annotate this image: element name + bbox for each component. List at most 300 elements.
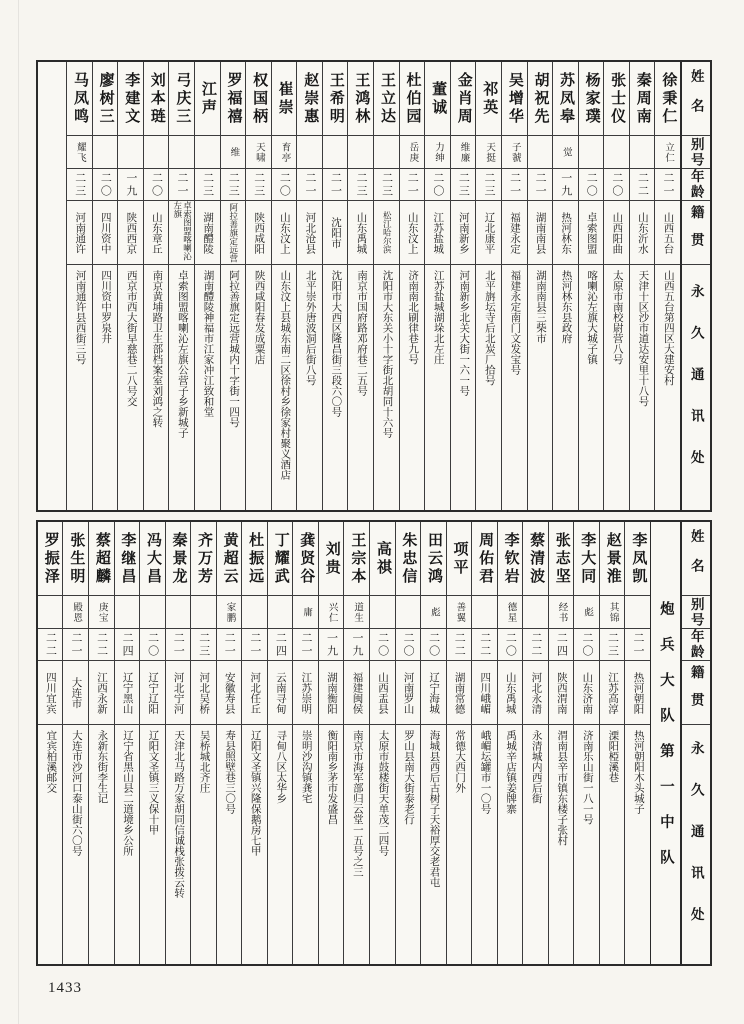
person-native <box>396 661 421 725</box>
person-column <box>292 522 318 964</box>
person-name <box>144 62 169 136</box>
person-address <box>242 725 267 964</box>
person-age <box>63 629 88 661</box>
header-name-text: 姓名 <box>688 69 704 128</box>
person-age-text: 二〇 <box>580 631 593 658</box>
person-age <box>323 169 348 201</box>
person-native <box>400 201 425 265</box>
person-alias-text: 立仁 <box>663 141 674 163</box>
person-column <box>194 62 220 510</box>
person-name <box>246 62 271 136</box>
person-address-text: 大连市沙河口泰山街六〇号 <box>70 730 82 856</box>
person-column <box>322 62 348 510</box>
person-address-text: 太原市南校尉营八号 <box>611 270 623 365</box>
person-column <box>450 62 476 510</box>
person-alias <box>579 136 604 169</box>
person-alias <box>396 596 421 629</box>
person-address-text: 罗山县南大街泰老行 <box>402 730 414 825</box>
header-alias-text: 别号 <box>688 136 704 168</box>
person-age-text: 二二 <box>95 631 108 658</box>
person-name <box>89 522 114 596</box>
person-address-text: 福建永定南门文发宝号 <box>509 270 521 375</box>
person-age-text: 二四 <box>555 631 568 658</box>
person-native-text: 云南寻甸 <box>274 671 286 714</box>
person-name <box>374 62 399 136</box>
person-name <box>476 62 501 136</box>
person-column <box>117 62 143 510</box>
person-native <box>425 201 450 265</box>
person-age-text: 二二 <box>44 631 57 658</box>
person-address <box>549 725 574 964</box>
person-age <box>297 169 322 201</box>
header-alias-text: 别号 <box>688 596 704 628</box>
person-name <box>38 522 63 596</box>
person-age <box>630 169 655 201</box>
person-column <box>578 62 604 510</box>
person-column <box>216 522 242 964</box>
person-age-text: 二一 <box>303 171 316 198</box>
person-address-text: 衡阳南乡茅市发盛昌 <box>326 730 338 825</box>
person-column <box>629 62 655 510</box>
person-age-text: 二一 <box>223 631 236 658</box>
person-alias <box>169 136 194 169</box>
header-alias <box>682 596 710 629</box>
person-native-text: 辽宁黑山 <box>121 671 133 714</box>
person-address <box>447 725 472 964</box>
person-name <box>553 62 578 136</box>
person-address-text: 河南通许县西街三号 <box>74 270 86 365</box>
person-name-text: 赵景淮 <box>604 531 621 586</box>
roster-table-bottom <box>36 520 712 966</box>
person-native <box>93 201 118 265</box>
person-alias <box>523 596 548 629</box>
person-native-text: 河北任丘 <box>249 671 261 714</box>
person-column <box>343 522 369 964</box>
person-address <box>221 265 246 510</box>
person-alias-text: 彪 <box>582 606 593 618</box>
person-name-text: 马凤鸣 <box>72 71 89 126</box>
person-age-text: 二〇 <box>278 171 291 198</box>
person-address-text: 南京黄埔路卫生部档案室刘鸿之转 <box>151 270 163 428</box>
person-name-text: 周佑君 <box>477 531 494 586</box>
person-column <box>471 522 497 964</box>
person-native-text: 卓索图盟 <box>585 211 597 254</box>
person-column <box>373 62 399 510</box>
person-native-text: 陕西咸阳 <box>253 211 265 254</box>
person-name-text: 李建文 <box>123 71 140 126</box>
person-name <box>400 62 425 136</box>
person-name <box>242 522 267 596</box>
person-address-text: 济南乐山街一八一号 <box>581 730 593 825</box>
person-age <box>579 169 604 201</box>
header-name <box>682 62 710 136</box>
person-native <box>476 201 501 265</box>
person-column <box>446 522 472 964</box>
person-native-text: 山东禹城 <box>355 211 367 254</box>
person-native <box>374 201 399 265</box>
person-name <box>268 522 293 596</box>
person-native-text: 山东章丘 <box>150 211 162 254</box>
person-native <box>574 661 599 725</box>
person-address-text: 热河朝阳木头城子 <box>632 730 644 814</box>
person-alias <box>38 596 63 629</box>
person-native-text: 山东汶上 <box>406 211 418 254</box>
person-column <box>527 62 553 510</box>
person-age-text: 二三 <box>355 171 368 198</box>
person-name <box>472 522 497 596</box>
person-alias <box>195 136 220 169</box>
person-name-text: 王希明 <box>327 71 344 126</box>
person-name-text: 杜振远 <box>247 531 264 586</box>
person-alias-text: 维廉 <box>458 141 469 163</box>
person-address-text: 辽阳文圣镇三义保十甲 <box>147 730 159 835</box>
person-address <box>144 265 169 510</box>
person-alias <box>370 596 395 629</box>
person-column <box>66 62 92 510</box>
person-address <box>93 265 118 510</box>
person-age-text: 二〇 <box>99 171 112 198</box>
person-address-text: 太原市鼓楼街天单茂二四号 <box>377 730 389 856</box>
person-address-text: 天津北马路万家胡同信诚栈张拨云转 <box>173 730 185 898</box>
person-name-text: 罗振泽 <box>42 531 59 586</box>
person-address-text: 南京市国府路邓府巷二五号 <box>355 270 367 396</box>
person-address <box>476 265 501 510</box>
person-age-text: 二〇 <box>504 631 517 658</box>
person-address-text: 喀喇沁左旗大城子镇 <box>586 270 598 365</box>
person-alias <box>549 596 574 629</box>
person-alias <box>115 596 140 629</box>
person-address <box>523 725 548 964</box>
person-name-text: 董诚 <box>430 80 447 117</box>
person-name <box>67 62 92 136</box>
person-alias-text: 天啸 <box>253 141 264 163</box>
header-alias <box>682 136 710 169</box>
person-native <box>38 661 63 725</box>
person-name-text: 田云鸿 <box>425 531 442 586</box>
header-address <box>682 725 710 964</box>
person-address-text: 海城县西后古树子天裕厚交老君屯 <box>428 730 440 888</box>
person-address-text: 永新东街李生记 <box>96 730 108 804</box>
person-address <box>319 725 344 964</box>
person-alias-text: 育亭 <box>279 141 290 163</box>
person-address-text: 禹城辛店镇姜牌寨 <box>505 730 517 814</box>
person-alias-text: 殿恩 <box>71 601 82 623</box>
person-native-text: 阿拉善旗定远营 <box>228 202 239 263</box>
person-alias-text: 经书 <box>556 601 567 623</box>
person-alias <box>400 136 425 169</box>
person-age-text: 二一 <box>329 171 342 198</box>
person-age-text: 二三 <box>73 171 86 198</box>
header-column <box>680 62 710 510</box>
person-address <box>323 265 348 510</box>
person-native <box>144 201 169 265</box>
person-alias <box>191 596 216 629</box>
person-alias <box>498 596 523 629</box>
person-native-text: 河北宁河 <box>172 671 184 714</box>
person-alias <box>293 596 318 629</box>
empty-column <box>38 62 66 510</box>
person-native <box>553 201 578 265</box>
person-native <box>166 661 191 725</box>
header-address-text: 永久通讯处 <box>688 283 704 492</box>
person-address <box>195 265 220 510</box>
person-address <box>217 725 242 964</box>
person-address <box>169 265 194 510</box>
person-address-text: 湖南南县三柴市 <box>535 270 546 344</box>
person-native <box>242 661 267 725</box>
person-age-text: 二一 <box>176 171 189 198</box>
person-name-text: 齐万芳 <box>196 531 213 586</box>
person-age-text: 二四 <box>121 631 134 658</box>
person-address <box>421 725 446 964</box>
person-alias <box>93 136 118 169</box>
person-native <box>523 661 548 725</box>
person-name-text: 秦周南 <box>634 71 651 126</box>
header-native-text: 籍贯 <box>688 205 704 260</box>
person-column <box>114 522 140 964</box>
person-age-text: 二三 <box>457 171 470 198</box>
person-column <box>420 522 446 964</box>
person-alias <box>242 596 267 629</box>
person-name <box>272 62 297 136</box>
person-alias <box>118 136 143 169</box>
person-age <box>246 169 271 201</box>
person-name <box>630 62 655 136</box>
person-column <box>139 522 165 964</box>
person-address-text: 山东汶上县城东南二区徐村乡徐家村聚义酒店 <box>279 270 291 480</box>
person-alias-text: 天挺 <box>484 141 495 163</box>
person-age <box>293 629 318 661</box>
person-age-text: 一九 <box>325 631 338 658</box>
person-native <box>195 201 220 265</box>
person-age <box>549 629 574 661</box>
person-address-text: 河南新乡北关大街一六一号 <box>458 270 470 396</box>
person-alias <box>348 136 373 169</box>
person-name <box>425 62 450 136</box>
person-name <box>396 522 421 596</box>
person-address-text: 渭南县辛市镇东楼子张村 <box>556 730 568 846</box>
person-address-text: 辽阳文圣镇兴隆保鹅房七甲 <box>249 730 261 856</box>
person-alias <box>89 596 114 629</box>
header-age <box>682 629 710 661</box>
person-name <box>344 522 369 596</box>
person-name-text: 王鸿林 <box>353 71 370 126</box>
person-address <box>268 725 293 964</box>
person-name <box>348 62 373 136</box>
person-age-text: 二一 <box>534 171 547 198</box>
header-name <box>682 522 710 596</box>
person-alias-text: 力绅 <box>432 141 443 163</box>
person-name <box>140 522 165 596</box>
person-age-text: 二二 <box>453 631 466 658</box>
person-column <box>267 522 293 964</box>
person-name <box>169 62 194 136</box>
person-age-text: 二一 <box>172 631 185 658</box>
person-name-text: 项平 <box>451 540 468 577</box>
person-age-text: 二四 <box>274 631 287 658</box>
person-address-text: 永清城内西后街 <box>530 730 542 804</box>
person-address <box>348 265 373 510</box>
person-name <box>297 62 322 136</box>
person-column <box>624 522 650 964</box>
person-column <box>88 522 114 964</box>
person-address <box>293 725 318 964</box>
person-alias <box>655 136 680 169</box>
person-native-text: 山西阳曲 <box>611 211 623 254</box>
person-native-text: 山西五台 <box>662 211 674 254</box>
person-native-text: 湖南衡阳 <box>325 671 337 714</box>
person-name <box>421 522 446 596</box>
person-native-text: 辽北康平 <box>483 211 495 254</box>
person-name-text: 金肖周 <box>455 71 472 126</box>
person-native <box>268 661 293 725</box>
person-alias <box>246 136 271 169</box>
person-address-text: 常德大西门外 <box>454 730 466 793</box>
person-native <box>579 201 604 265</box>
person-native <box>221 201 246 265</box>
person-native-text: 福建闽侯 <box>351 671 363 714</box>
person-native-text: 松江哈尔滨 <box>382 211 393 254</box>
header-native <box>682 661 710 725</box>
person-alias-text: 其锦 <box>607 601 618 623</box>
person-native <box>191 661 216 725</box>
person-name <box>115 522 140 596</box>
person-age <box>625 629 650 661</box>
person-age-text: 二三 <box>197 631 210 658</box>
person-age <box>140 629 165 661</box>
person-age-text: 二〇 <box>150 171 163 198</box>
person-name <box>655 62 680 136</box>
person-name-text: 张生明 <box>68 531 85 586</box>
header-address-text: 永久通讯处 <box>688 740 704 949</box>
person-age-text: 二〇 <box>146 631 159 658</box>
person-native <box>472 661 497 725</box>
person-native <box>655 201 680 265</box>
person-native <box>293 661 318 725</box>
person-native-text: 河北永清 <box>530 671 542 714</box>
person-address <box>118 265 143 510</box>
person-address-text: 山西五台第四区大建安村 <box>662 270 674 386</box>
person-column <box>92 62 118 510</box>
person-address-text: 天津十区沙市道达安里十八号 <box>637 270 649 407</box>
person-age <box>221 169 246 201</box>
person-address <box>451 265 476 510</box>
person-age <box>600 629 625 661</box>
person-address <box>89 725 114 964</box>
person-native-text: 江西永新 <box>96 671 108 714</box>
person-native-text: 四川峨嵋 <box>479 671 491 714</box>
person-native-text: 江苏盐城 <box>432 211 444 254</box>
person-age <box>472 629 497 661</box>
person-native-text: 河南罗山 <box>402 671 414 714</box>
person-native-text: 热河朝阳 <box>632 671 644 714</box>
person-address <box>344 725 369 964</box>
person-name-text: 高祺 <box>374 540 391 577</box>
person-age-text: 二二 <box>529 631 542 658</box>
header-age-text: 年龄 <box>688 629 704 660</box>
person-native <box>344 661 369 725</box>
person-alias <box>323 136 348 169</box>
person-age <box>502 169 527 201</box>
person-age <box>447 629 472 661</box>
person-column <box>168 62 194 510</box>
person-column <box>38 522 63 964</box>
person-address <box>400 265 425 510</box>
person-age <box>319 629 344 661</box>
person-age <box>115 629 140 661</box>
person-column <box>347 62 373 510</box>
person-alias <box>425 136 450 169</box>
person-name-text: 李钦岩 <box>502 531 519 586</box>
person-alias <box>421 596 446 629</box>
person-address-text: 沈阳市大西区隆昌街三段六〇号 <box>330 270 342 417</box>
person-age <box>528 169 553 201</box>
person-native-text: 辽宁辽阳 <box>147 671 159 714</box>
person-native <box>67 201 92 265</box>
person-column <box>245 62 271 510</box>
person-alias-text: 庚宝 <box>96 601 107 623</box>
person-native-text: 陕西渭南 <box>555 671 567 714</box>
person-name-text: 祁英 <box>481 80 498 117</box>
person-address-text: 寻甸八区太华乡 <box>275 730 287 804</box>
person-address-text: 吴桥城北齐庄 <box>198 730 210 793</box>
person-column <box>165 522 191 964</box>
person-address <box>115 725 140 964</box>
person-name-text: 罗福禧 <box>225 71 242 126</box>
person-address-text: 沈阳市大东关小十字街北胡同十六号 <box>381 270 393 438</box>
header-column <box>680 522 710 964</box>
person-name <box>319 522 344 596</box>
person-name-text: 张士仪 <box>609 71 626 126</box>
person-name-text: 李凤凯 <box>630 531 647 586</box>
person-column <box>548 522 574 964</box>
person-native-text: 热河林东 <box>560 211 572 254</box>
person-column <box>501 62 527 510</box>
person-alias <box>451 136 476 169</box>
person-name <box>502 62 527 136</box>
person-address-text: 辽宁省黑山县二道境乡公所 <box>121 730 133 856</box>
person-alias <box>319 596 344 629</box>
person-age <box>476 169 501 201</box>
person-name <box>549 522 574 596</box>
person-name-text: 刘本琏 <box>148 71 165 126</box>
person-address <box>502 265 527 510</box>
person-name-text: 权国柄 <box>251 71 268 126</box>
person-native <box>140 661 165 725</box>
person-alias <box>447 596 472 629</box>
person-alias <box>67 136 92 169</box>
person-name <box>574 522 599 596</box>
person-alias <box>630 136 655 169</box>
person-age-text: 二〇 <box>610 171 623 198</box>
person-age-text: 二〇 <box>376 631 389 658</box>
person-alias <box>528 136 553 169</box>
person-age-text: 二一 <box>508 171 521 198</box>
unit-column <box>650 522 680 964</box>
person-alias-text: 善翼 <box>454 601 465 623</box>
person-age <box>400 169 425 201</box>
person-column <box>318 522 344 964</box>
person-alias-text: 德星 <box>505 601 516 623</box>
person-native-text: 大连市 <box>70 676 82 709</box>
person-address <box>297 265 322 510</box>
person-alias <box>144 136 169 169</box>
person-age <box>242 629 267 661</box>
person-age <box>217 629 242 661</box>
person-age <box>604 169 629 201</box>
person-native-text: 山东沂水 <box>636 211 648 254</box>
person-age <box>396 629 421 661</box>
